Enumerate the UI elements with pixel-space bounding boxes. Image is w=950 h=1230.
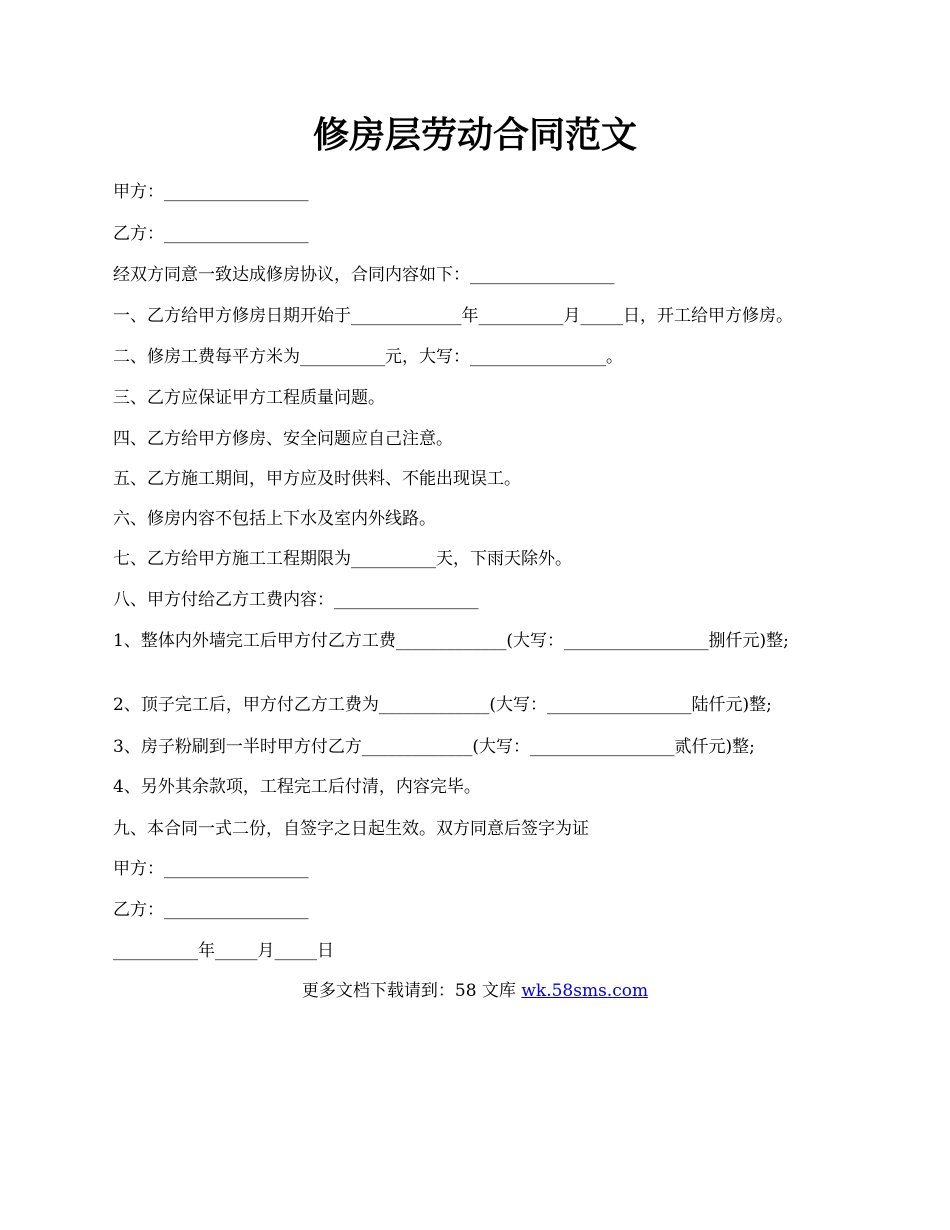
clause-2: 二、修房工费每平方米为__________元，大写：________________。 <box>113 347 623 367</box>
signature-party-a: 甲方：_________________ <box>113 859 309 879</box>
payment-item-3: 3、房子粉刷到一半时甲方付乙方_____________(大写：_________________贰仟元)整; <box>113 737 755 757</box>
clause-6: 六、修房内容不包括上下水及室内外线路。 <box>113 509 436 529</box>
clause-9: 九、本合同一式二份，自签字之日起生效。双方同意后签字为证 <box>113 819 589 839</box>
clause-4: 四、乙方给甲方修房、安全问题应自己注意。 <box>113 429 453 449</box>
footer-download-note <box>0 980 950 1002</box>
payment-item-2: 2、顶子完工后，甲方付乙方工费为_____________(大写：_________________陆仟元)整; <box>113 695 772 715</box>
party-a-line: 甲方：_________________ <box>113 182 309 202</box>
footer-prefix: 更多文档下载请到：58 文库 <box>301 981 522 1001</box>
clause-3: 三、乙方应保证甲方工程质量问题。 <box>113 388 385 408</box>
footer-link[interactable]: wk.58sms.com <box>521 981 649 1001</box>
signature-party-b: 乙方：_________________ <box>113 900 309 920</box>
payment-item-1: 1、整体内外墙完工后甲方付乙方工费_____________(大写：_________________捌仟元)整; <box>113 631 789 651</box>
payment-item-4: 4、另外其余款项，工程完工后付清，内容完毕。 <box>113 777 481 797</box>
party-b-line: 乙方：_________________ <box>113 224 309 244</box>
signature-date: __________年_____月_____日 <box>113 941 334 961</box>
clause-7: 七、乙方给甲方施工工程期限为__________天，下雨天除外。 <box>113 549 572 569</box>
clause-5: 五、乙方施工期间，甲方应及时供料、不能出现误工。 <box>113 469 521 489</box>
clause-1: 一、乙方给甲方修房日期开始于_____________年__________月_____日，开工给甲方修房。 <box>113 306 793 326</box>
agreement-intro: 经双方同意一致达成修房协议，合同内容如下：_________________ <box>113 265 615 285</box>
clause-8: 八、甲方付给乙方工费内容：_________________ <box>113 590 479 610</box>
document-title: 修房层劳动合同范文 <box>312 114 637 156</box>
